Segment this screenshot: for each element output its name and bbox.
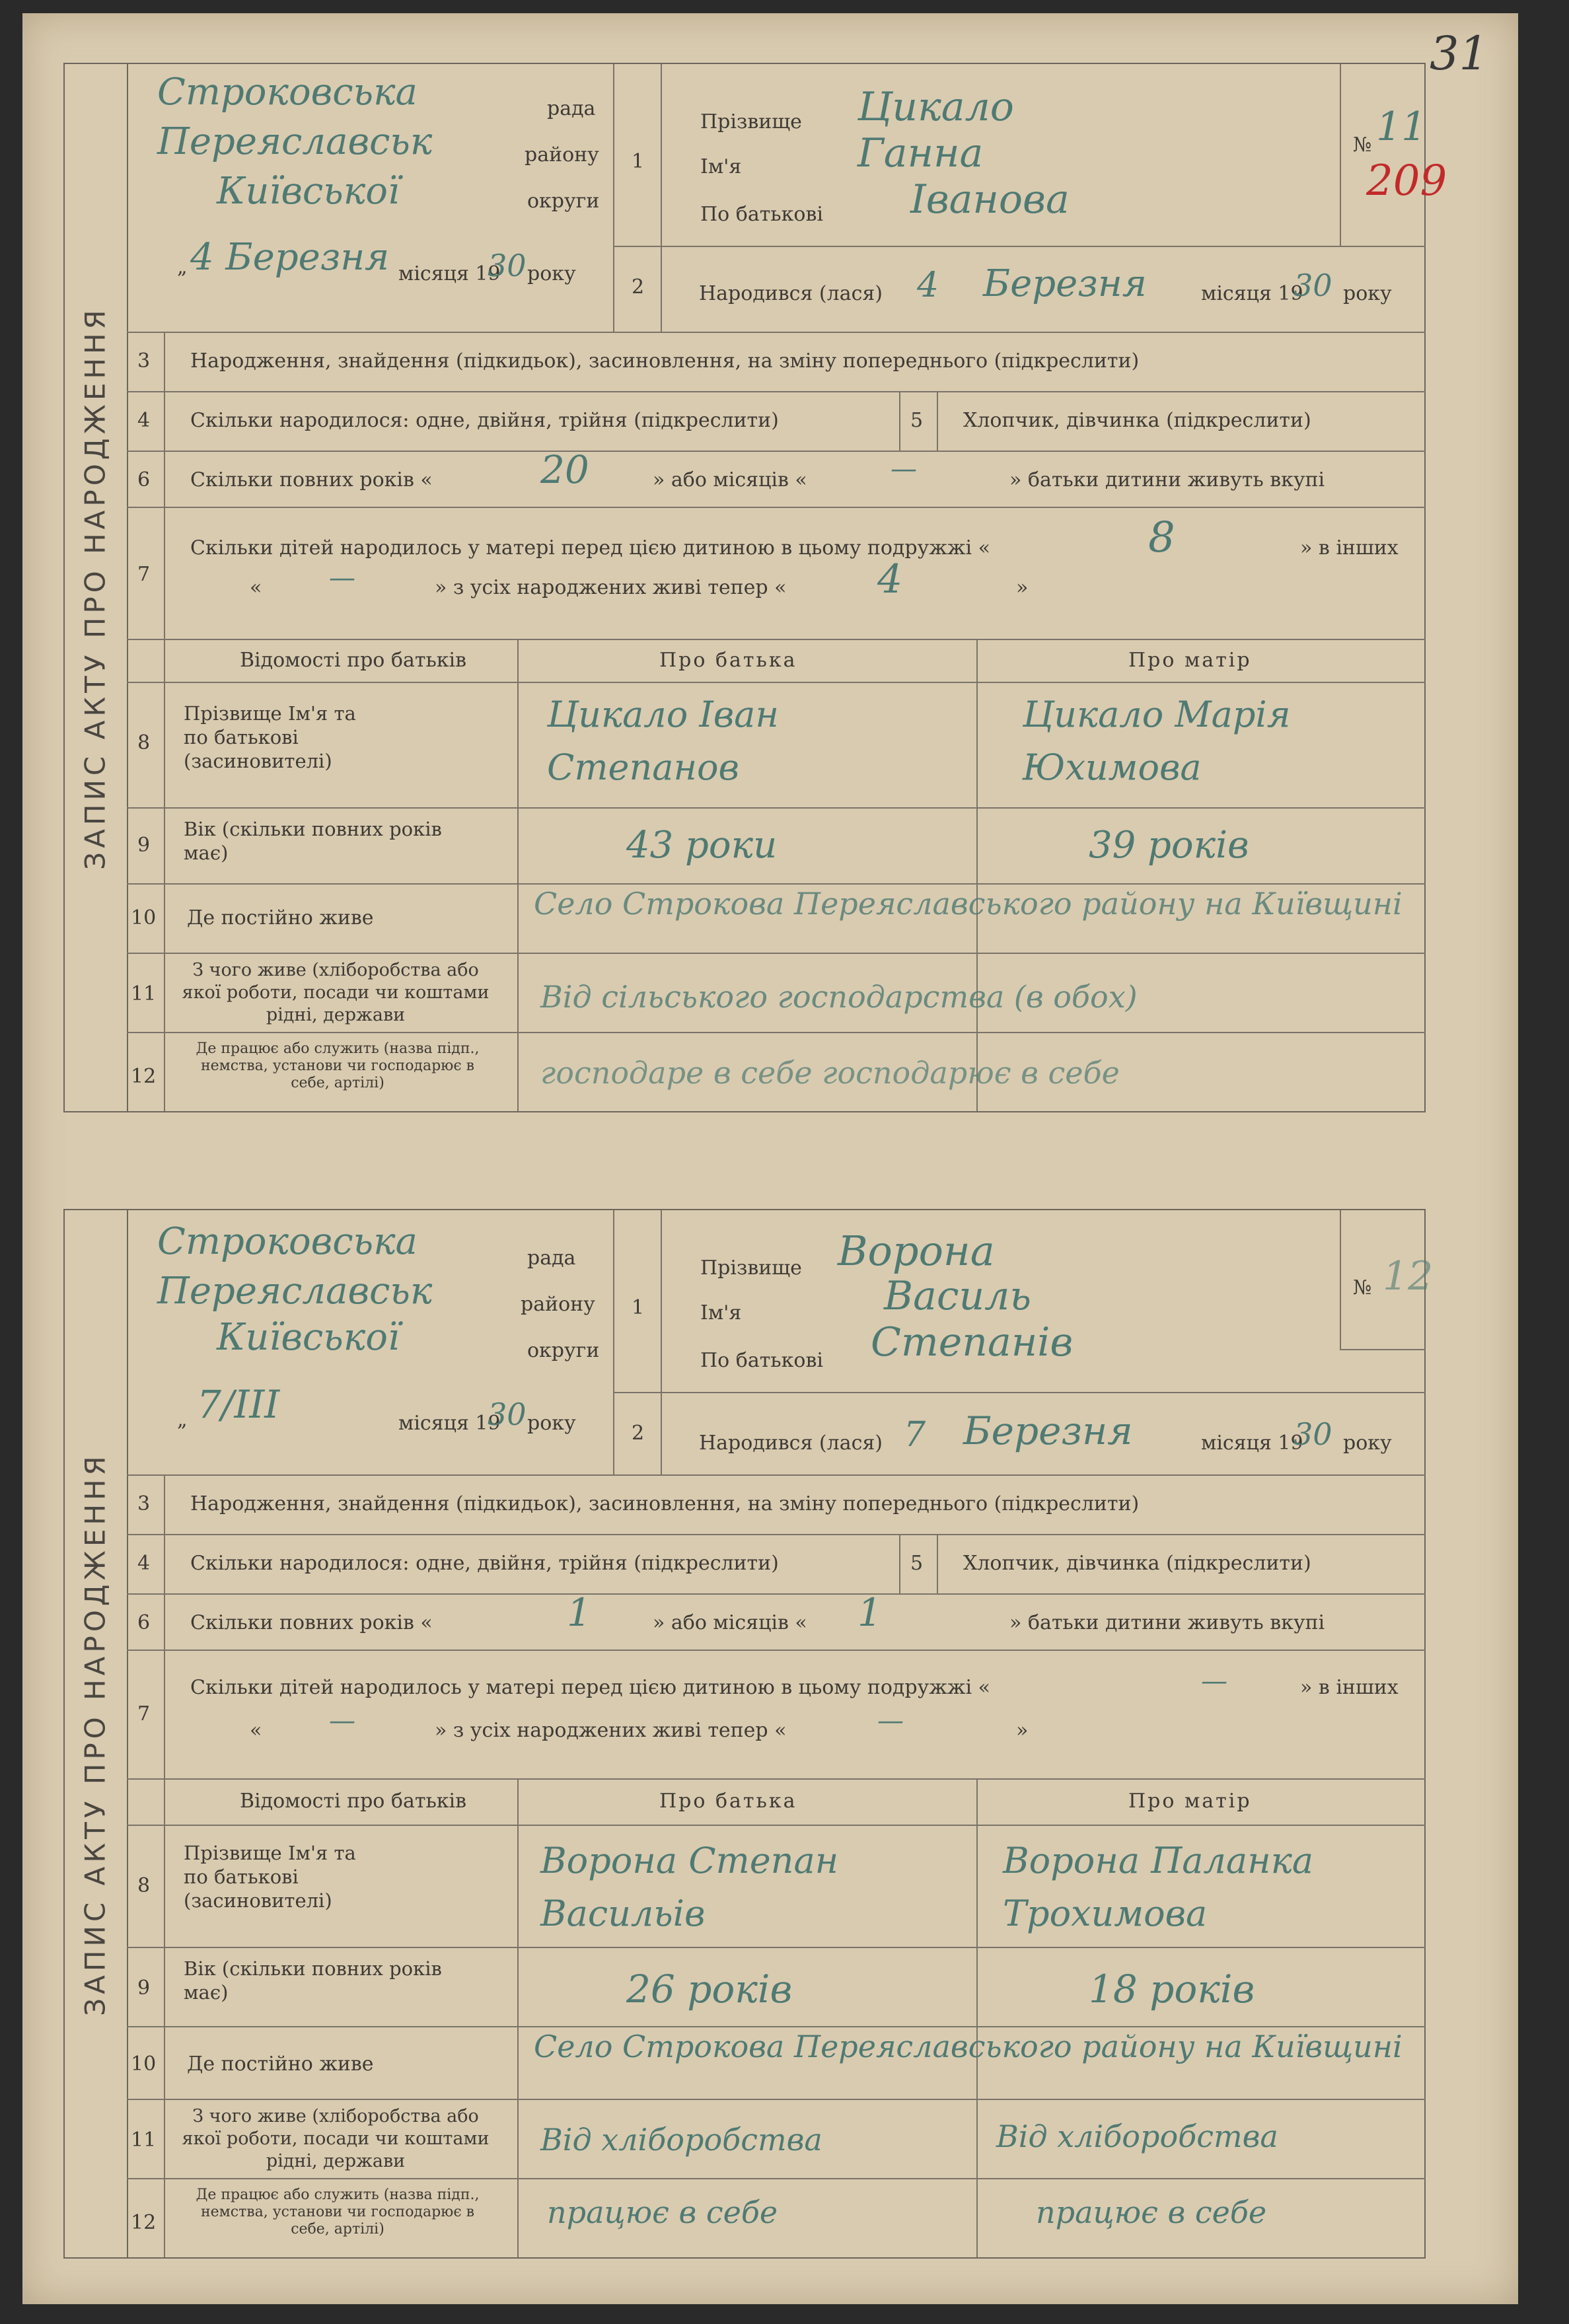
form-rule-line [1340, 64, 1341, 246]
form-label: Скільки дітей народилось у матері перед цією дитиною в цьому подружжі « [190, 536, 990, 560]
born-month: Березня [983, 262, 1147, 305]
form-label: місяця 19 [398, 262, 501, 285]
child-patronymic: Степанів [871, 1319, 1074, 1365]
council-name: Строковська [157, 1220, 418, 1263]
form-label: Хлопчик, дівчинка (підкреслити) [963, 409, 1311, 432]
form-rule-line [127, 953, 1426, 954]
form-rule-line [937, 1534, 938, 1593]
form-rule-line [127, 883, 1426, 885]
row-number: 1 [632, 150, 645, 173]
form-label: Народження, знайдення (підкидьок), засиновлення, на зміну попереднього (підкреслити) [190, 1492, 1140, 1515]
work-father: працює в себе [547, 2195, 778, 2230]
born-day: 4 [917, 266, 939, 305]
form-label: рада [547, 97, 596, 120]
form-label: » або місяців « [653, 468, 807, 491]
form-label: Народився (лася) [699, 1432, 883, 1455]
form-label: — [877, 1706, 904, 1736]
mother-age: 39 років [1089, 824, 1249, 867]
form-label: Прізвище [700, 110, 802, 133]
form-label: Народження, знайдення (підкидьок), засиновлення, на зміну попереднього (підкреслити) [190, 349, 1140, 373]
form-label: № [1353, 1276, 1372, 1299]
row-number: 7 [137, 1702, 151, 1725]
form-label: » батьки дитини живуть вкупі [1009, 1611, 1325, 1634]
form-label: місяця 19 [1201, 282, 1303, 305]
form-label: року [1343, 282, 1392, 305]
form-label: Відомості про батьків [240, 649, 467, 672]
form-label: округи [527, 1339, 600, 1362]
council-name: Строковська [157, 71, 418, 114]
form-label: З чого живе (хліборобства або якої роботи, посади чи коштами рідні, держави [182, 960, 490, 1025]
form-label: — [329, 1706, 355, 1736]
form-label: 30 [488, 248, 527, 283]
form-label: Прізвище Ім'я та по батькові (засиновителі) [184, 702, 356, 772]
form-label: Скільки народилося: одне, двійня, трійня (підкреслити) [190, 409, 779, 432]
form-rule-line [127, 1778, 1426, 1780]
registration-date: 7/III [197, 1382, 280, 1427]
form-rule-line [899, 1534, 900, 1593]
row-number: 4 [137, 409, 151, 432]
form-rule-line [127, 639, 1426, 640]
row-number: 11 [131, 2128, 157, 2152]
row-number: 2 [632, 275, 645, 299]
form-label: рада [527, 1247, 576, 1270]
child-surname: Ворона [838, 1227, 995, 1275]
row-number: 4 [137, 1552, 151, 1575]
form-label: 1 [857, 1590, 882, 1635]
form-label: Хлопчик, дівчинка (підкреслити) [963, 1552, 1311, 1575]
record-number: 12 [1383, 1253, 1434, 1299]
row-number: 3 [137, 1492, 151, 1515]
form-label: Скільки повних років « [190, 468, 433, 491]
row-number: 5 [910, 1552, 924, 1575]
form-rule-line [976, 639, 978, 1111]
form-label: Де постійно живе [187, 2052, 374, 2076]
form-label: — [891, 454, 917, 484]
form-label: року [527, 262, 576, 285]
form-label: Скільки дітей народилось у матері перед цією дитиною в цьому подружжі « [190, 1676, 990, 1699]
registration-date: 4 Березня [190, 236, 390, 279]
years-together: 1 [567, 1590, 591, 1635]
form-label: Відомості про батьків [240, 1790, 467, 1813]
form-rule-line [127, 332, 1426, 333]
okruha-name: Київської [217, 170, 400, 213]
row-number: 5 [910, 409, 924, 432]
form-rule-line [899, 391, 900, 451]
father-full-name: Цикало Іван Степанов [547, 694, 779, 788]
form-rule-line [127, 507, 1426, 508]
row-number: 12 [131, 1065, 157, 1088]
residence: Село Строкова Переяславського району на Київщині [534, 886, 1403, 922]
form-label: року [527, 1412, 576, 1435]
form-rule-line [127, 1032, 1426, 1033]
row-number: 8 [137, 731, 151, 754]
livelihood-mother: Від хліборобства [996, 2119, 1278, 2154]
form-rule-line [127, 1947, 1426, 1948]
residence: Село Строкова Переяславського району на Київщині [534, 2029, 1403, 2064]
birth-record-form-1 [63, 63, 1447, 1112]
form-rule-line [1340, 1210, 1341, 1349]
born-month: Березня [963, 1408, 1133, 1453]
form-side-title: ЗАПИС АКТУ ПРО НАРОДЖЕННЯ [63, 1209, 128, 2259]
row-number: 11 [131, 982, 157, 1005]
row-number: 8 [137, 1874, 151, 1897]
form-label: „ [177, 1408, 188, 1432]
form-rule-line [976, 1778, 978, 2257]
form-label: Про матір [1128, 649, 1252, 672]
row-number: 3 [137, 349, 151, 373]
row-number: 2 [632, 1422, 645, 1445]
form-label: « [250, 1719, 262, 1742]
row-number: 10 [131, 906, 157, 929]
form-label: року [1343, 1432, 1392, 1455]
form-label: З чого живе (хліборобства або якої роботи, посади чи коштами рідні, держави [182, 2106, 490, 2171]
form-rule-line [127, 2026, 1426, 2027]
row-number: 1 [632, 1296, 645, 1319]
form-rule-line [127, 1474, 1426, 1476]
father-full-name: Ворона Степан Васильів [540, 1840, 839, 1934]
livelihood-father: Від хліборобства [540, 2122, 822, 2158]
form-label: Де постійно живе [187, 906, 374, 929]
form-label: Де працює або служить (назва підп., немства, установи чи господарює в себе, артілі) [196, 2187, 480, 2237]
form-label: » [1016, 1719, 1029, 1742]
record-number-red: 209 [1366, 157, 1447, 205]
row-number: 6 [137, 468, 151, 491]
children-this-marriage: 8 [1148, 513, 1175, 562]
form-rule-line [164, 332, 165, 1111]
child-name: Ганна [857, 130, 984, 176]
form-label: Де працює або служить (назва підп., немства, установи чи господарює в себе, артілі) [196, 1040, 480, 1091]
work-place: господаре в себе господарює в себе [540, 1055, 1120, 1091]
born-day: 7 [904, 1415, 926, 1455]
form-label: Про батька [659, 649, 797, 672]
form-rule-line [661, 64, 662, 332]
form-label: — [1201, 1666, 1227, 1696]
form-label: Ім'я [700, 155, 742, 178]
form-label: Скільки народилося: одне, двійня, трійня (підкреслити) [190, 1552, 779, 1575]
form-label: Про матір [1128, 1790, 1252, 1813]
birth-record-form-2 [63, 1209, 1434, 2259]
form-rule-line [127, 391, 1426, 392]
child-name: Василь [884, 1273, 1031, 1319]
form-rule-line [127, 682, 1426, 683]
form-rule-line [1340, 1349, 1426, 1350]
years-together: 20 [540, 447, 589, 492]
form-label: Про батька [659, 1790, 797, 1813]
form-label: По батькові [700, 203, 823, 226]
form-rule-line [127, 2099, 1426, 2100]
district-name: Переяславськ [157, 120, 433, 163]
form-label: Народився (лася) [699, 282, 883, 305]
form-label: Вік (скільки повних років має) [184, 1957, 442, 2004]
form-label: » або місяців « [653, 1611, 807, 1634]
form-rule-line [937, 391, 938, 451]
form-label: » в інших [1300, 1676, 1399, 1699]
form-label: Вік (скільки повних років має) [184, 818, 442, 864]
form-label: » [1016, 576, 1029, 599]
mother-full-name: Цикало Марія Юхимова [1023, 694, 1291, 788]
form-label: району [521, 1293, 595, 1316]
form-rule-line [517, 639, 519, 1111]
alive-now: 4 [877, 556, 903, 602]
form-rule-line [613, 1392, 1426, 1393]
form-rule-line [127, 1534, 1426, 1535]
work-mother: працює в себе [1036, 2195, 1267, 2230]
child-surname: Цикало [857, 84, 1014, 130]
form-rule-line [127, 1825, 1426, 1826]
form-label: району [525, 143, 599, 166]
row-number: 7 [137, 563, 151, 586]
row-number: 9 [137, 834, 151, 857]
form-label: місяця 19 [1201, 1432, 1303, 1455]
form-label: № [1353, 133, 1372, 157]
form-rule-line [661, 1210, 662, 1474]
form-label: 30 [488, 1397, 527, 1432]
form-label: » батьки дитини живуть вкупі [1009, 468, 1325, 491]
form-label: » з усіх народжених живі тепер « [435, 576, 787, 599]
form-label: » в інших [1300, 536, 1399, 560]
form-label: Прізвище Ім'я та по батькові (засиновителі) [184, 1842, 356, 1912]
form-rule-line [613, 64, 614, 332]
mother-age: 18 років [1089, 1967, 1255, 2012]
form-label: 30 [1294, 1416, 1332, 1452]
form-label: » з усіх народжених живі тепер « [435, 1719, 787, 1742]
form-label: По батькові [700, 1349, 823, 1372]
form-rule-line [127, 451, 1426, 452]
form-rule-line [613, 246, 1426, 247]
form-label: 30 [1294, 268, 1332, 303]
form-rule-line [164, 1474, 165, 2257]
okruha-name: Київської [217, 1316, 400, 1359]
father-age: 26 років [626, 1967, 793, 2012]
father-age: 43 роки [626, 824, 778, 867]
form-label: Прізвище [700, 1256, 802, 1280]
form-label: « [250, 576, 262, 599]
form-label: „ [177, 256, 188, 279]
child-patronymic: Іванова [910, 176, 1070, 223]
row-number: 10 [131, 2052, 157, 2076]
form-rule-line [127, 1650, 1426, 1651]
form-rule-line [127, 1593, 1426, 1595]
form-rule-line [127, 2178, 1426, 2179]
form-label: місяця 19 [398, 1412, 501, 1435]
livelihood: Від сільського господарства (в обох) [540, 979, 1138, 1015]
row-number: 6 [137, 1611, 151, 1634]
mother-full-name: Ворона Паланка Трохимова [1003, 1840, 1314, 1934]
form-rule-line [517, 1778, 519, 2257]
record-number: 11 [1376, 104, 1427, 150]
district-name: Переяславськ [157, 1270, 433, 1313]
form-side-title: ЗАПИС АКТУ ПРО НАРОДЖЕННЯ [63, 63, 128, 1112]
row-number: 9 [137, 1977, 151, 2000]
form-label: Ім'я [700, 1301, 742, 1325]
form-rule-line [127, 807, 1426, 809]
form-label: Скільки повних років « [190, 1611, 433, 1634]
row-number: 12 [131, 2211, 157, 2234]
corner-mark: 31 [1430, 26, 1489, 81]
form-label: округи [527, 190, 600, 213]
form-rule-line [613, 1210, 614, 1474]
form-label: — [329, 563, 355, 593]
